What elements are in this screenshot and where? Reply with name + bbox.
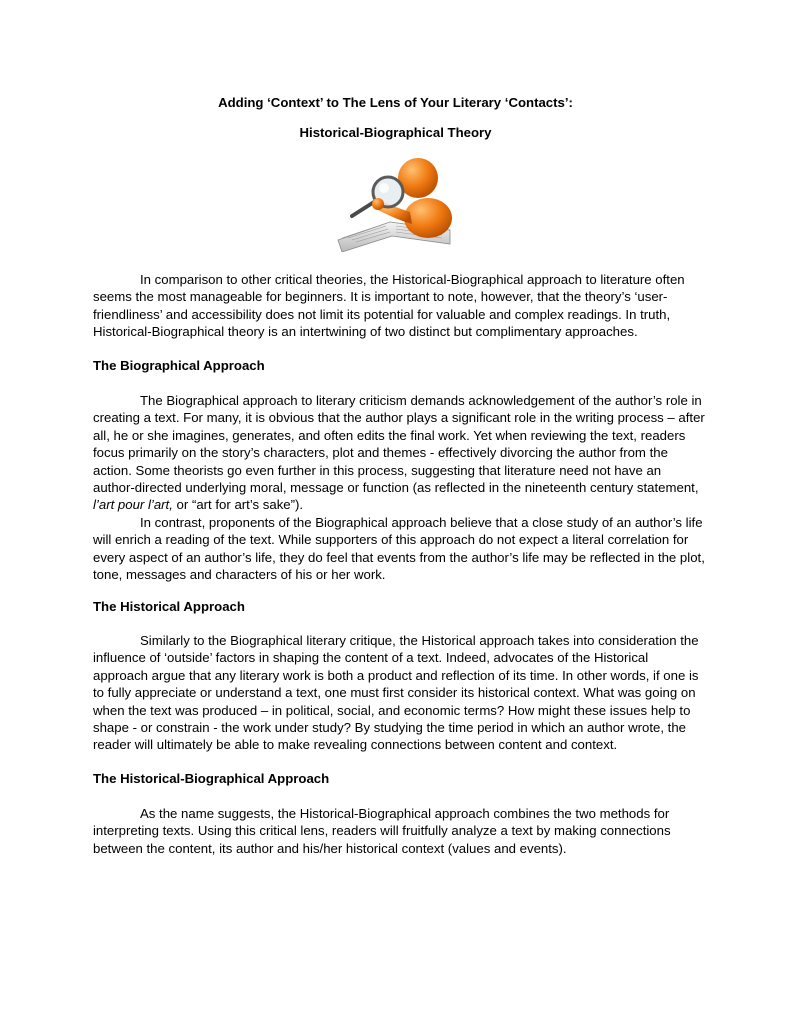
document-subtitle: Historical-Biographical Theory bbox=[299, 125, 492, 140]
section-heading-historical-biographical: The Historical-Biographical Approach bbox=[93, 771, 330, 786]
figure-reading-book-with-magnifier-icon bbox=[334, 156, 458, 252]
section-heading-historical: The Historical Approach bbox=[93, 599, 245, 614]
intro-paragraph: In comparison to other critical theories, the Historical-Biographical approach to literature often seems the most manageable for beginners. It is important to note, however, that the theory’s ‘user-friendliness’ and accessibility does not limit its potential for valuable and complex readings. In truth, Historical-Biographical theory is an intertwining of two distinct but complimentary approaches. bbox=[93, 272, 685, 340]
biographical-paragraph-2: In contrast, proponents of the Biographical approach believe that a close study of an author’s life will enrich a reading of the text. While supporters of this approach do not expect a literal correlation for every aspect of an author’s life, they do feel that events from the author’s life may be reflected in the plot, tone, messages and characters of his or her work. bbox=[93, 515, 705, 583]
biographical-paragraph-1: The Biographical approach to literary criticism demands acknowledgement of the author’s role in creating a text. For many, it is obvious that the author plays a significant role in the writing process – after all, he or she imagines, generates, and often edits the final work. Yet when reviewing the text, readers focus primarily on the story’s characters, plot and themes - effectively divorcing the author from the action. Some theorists go even further in this process, suggesting that literature need not have an author-directed underlying moral, message or function (as reflected in the nineteenth century statement, l’art pour l’art, or “art for art’s sake”). bbox=[93, 393, 705, 513]
section-heading-biographical: The Biographical Approach bbox=[93, 358, 265, 373]
historical-biographical-paragraph: As the name suggests, the Historical-Biographical approach combines the two methods for interpreting texts. Using this critical lens, readers will fruitfully analyze a text by making connections between the content, its author and his/her historical context (values and events). bbox=[93, 806, 671, 856]
document-title: Adding ‘Context’ to The Lens of Your Literary ‘Contacts’: bbox=[218, 95, 573, 110]
historical-paragraph: Similarly to the Biographical literary critique, the Historical approach takes into consideration the influence of ‘outside’ factors in shaping the content of a text. Indeed, advocates of the Historical approach argue that any literary work is both a product and reflection of its time. In other words, if one is to fully appreciate or understand a text, one must first consider its historical context. What was going on when the text was produced – in political, social, and economic terms? How might these issues help to shape - or constrain - the work under study? By studying the time period in which an author wrote, the reader will ultimately be able to make revealing connections between content and context. bbox=[93, 633, 699, 753]
